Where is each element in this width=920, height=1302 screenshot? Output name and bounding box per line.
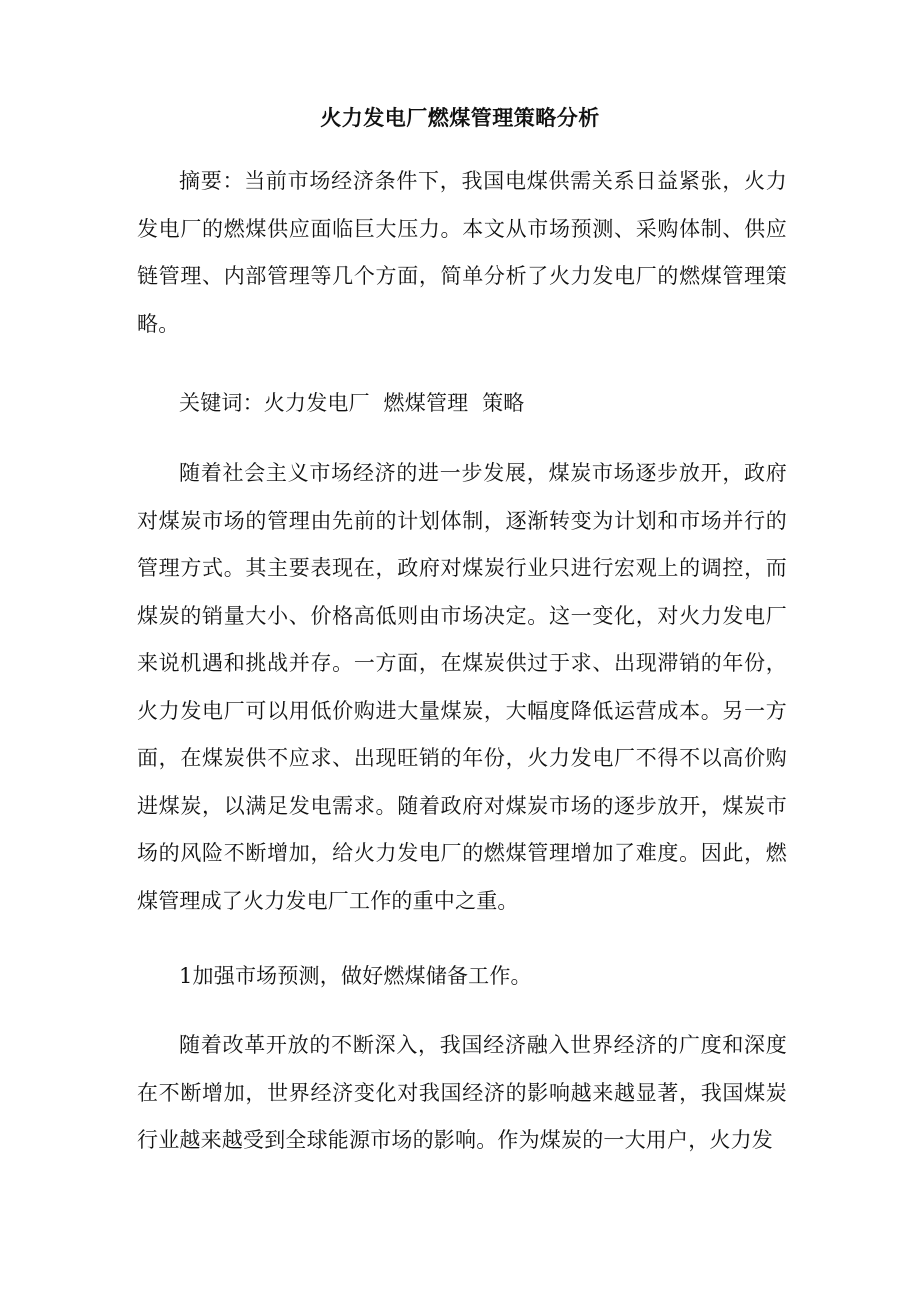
intro-paragraph: 随着社会主义市场经济的进一步发展，煤炭市场逐步放开，政府对煤炭市场的管理由先前的计划体制，逐渐转变为计划和市场并行的管理方式。其主要表现在，政府对煤炭行业只进行宏观上的调控，而煤炭的销量大小、价格高低则由市场决定。这一变化，对火力发电厂来说机遇和挑战并存。一方面，在煤炭供过于求、出现滞销的年份，火力发电厂可以用低价购进大量煤炭，大幅度降低运营成本。另一方面，在煤炭供不应求、出现旺销的年份，火力发电厂不得不以高价购进煤炭，以满足发电需求。随着政府对煤炭市场的逐步放开，煤炭市场的风险不断增加，给火力发电厂的燃煤管理增加了难度。因此，燃煤管理成了火力发电厂工作的重中之重。 [137,461,787,913]
document-title: 火力发电厂燃煤管理策略分析 [320,105,600,130]
section-1-paragraph: 随着改革开放的不断深入，我国经济融入世界经济的广度和深度在不断增加，世界经济变化对我国经济的影响越来越显著，我国煤炭行业越来越受到全球能源市场的影响。作为煤炭的一大用户，火力发 [137,1033,787,1152]
keywords-line: 关键词：火力发电厂 燃煤管理 策略 [179,391,525,415]
section-1-heading: 1加强市场预测，做好燃煤储备工作。 [179,964,532,988]
abstract-paragraph: 摘要：当前市场经济条件下，我国电煤供需关系日益紧张，火力发电厂的燃煤供应面临巨大压力。本文从市场预测、采购体制、供应链管理、内部管理等几个方面，简单分析了火力发电厂的燃煤管理策略。 [137,169,787,336]
